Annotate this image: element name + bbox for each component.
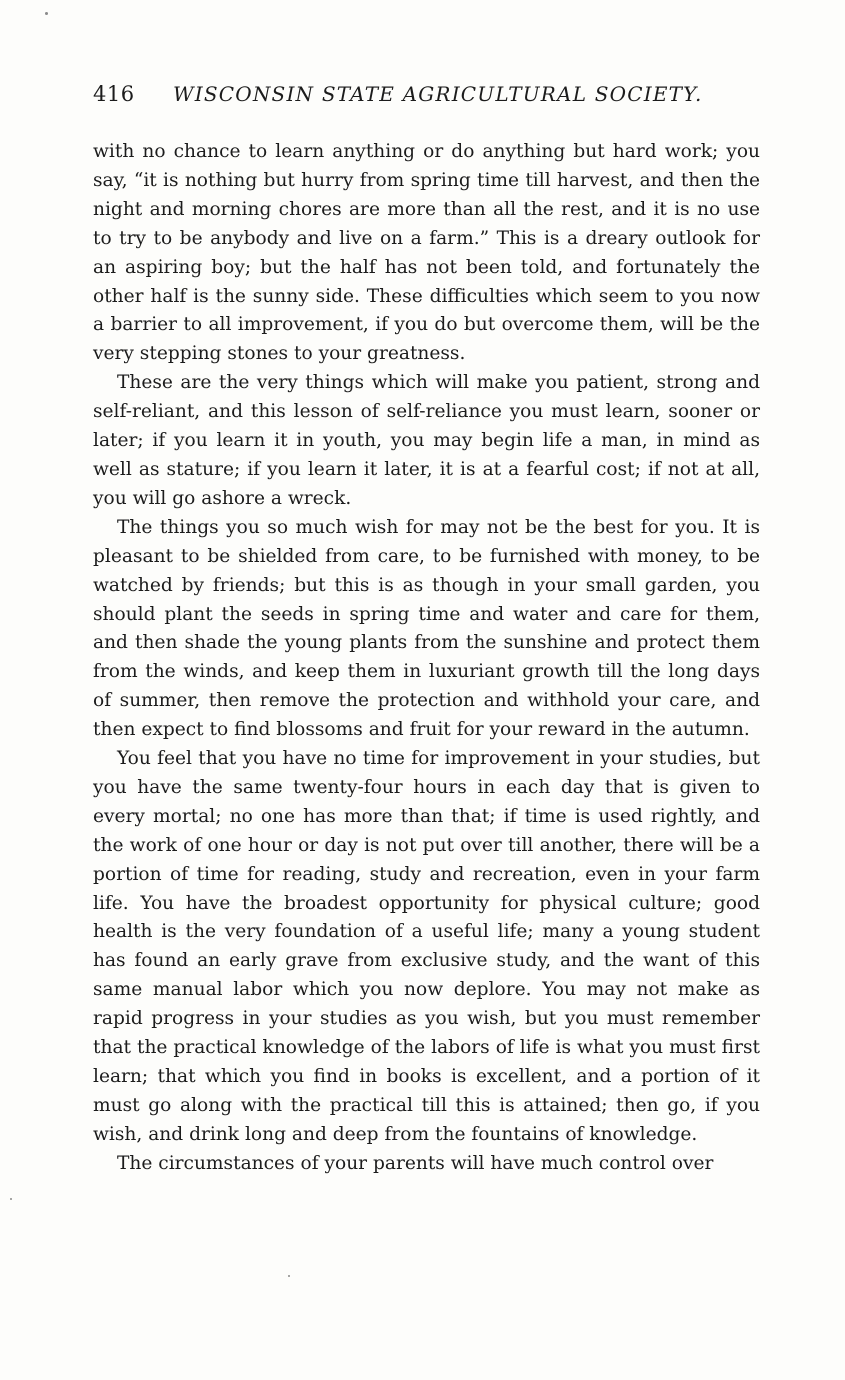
page-header: [93, 82, 773, 116]
scan-speck: [45, 12, 48, 15]
body-text: [93, 138, 760, 1179]
paragraph: The circumstances of your parents will have much control over: [117, 1152, 714, 1174]
paragraph: These are the very things which will make you patient, strong and self-reliant, and this lesson of self-reliance you must learn, sooner or later; if you learn it in youth, you may begin life a man, in mind as well as stature; if you learn it later, it is at a fearful cost; if not at all, you will go ashore a wreck.: [93, 372, 760, 509]
scan-speck: [10, 1198, 12, 1200]
paragraph: The things you so much wish for may not be the best for you. It is pleasant to be shielded from care, to be furnished with money, to be watched by friends; but this is as though in your small garden, you should plant the seeds in spring time and water and care for them, and then shade the young plants from the sunshine and protect them from the winds, and keep them in luxuriant growth till the long days of summer, then remove the protection and withhold your care, and then expect to find blossoms and fruit for your reward in the autumn.: [93, 516, 760, 741]
paragraph: with no chance to learn anything or do anything but hard work; you say, “it is nothing but hurry from spring time till harvest, and then the night and morning chores are more than all the rest, and it is no use to try to be anybody and live on a farm.” This is a dreary outlook for an aspiring boy; but the half has not been told, and fortunately the other half is the sunny side. These difficulties which seem to you now a barrier to all improvement, if you do but overcome them, will be the very stepping stones to your greatness.: [93, 141, 760, 365]
scan-speck: [288, 1275, 290, 1277]
page-number: 416: [93, 82, 135, 106]
running-title: WISCONSIN STATE AGRICULTURAL SOCIETY.: [173, 82, 703, 106]
paragraph: You feel that you have no time for improvement in your studies, but you have the same twenty-four hours in each day that is given to every mortal; no one has more than that; if time is used rightly, and the work of one hour or day is not put over till another, there will be a portion of time for reading, study and recreation, even in your farm life. You have the broadest opportunity for physical culture; good health is the very foundation of a useful life; many a young student has found an early grave from exclusive study, and the want of this same manual labor which you now deplore. You may not make as rapid progress in your studies as you wish, but you must remember that the practical knowledge of the labors of life is what you must first learn; that which you find in books is excellent, and a portion of it must go along with the practical till this is attained; then go, if you wish, and drink long and deep from the fountains of knowledge.: [93, 748, 760, 1145]
